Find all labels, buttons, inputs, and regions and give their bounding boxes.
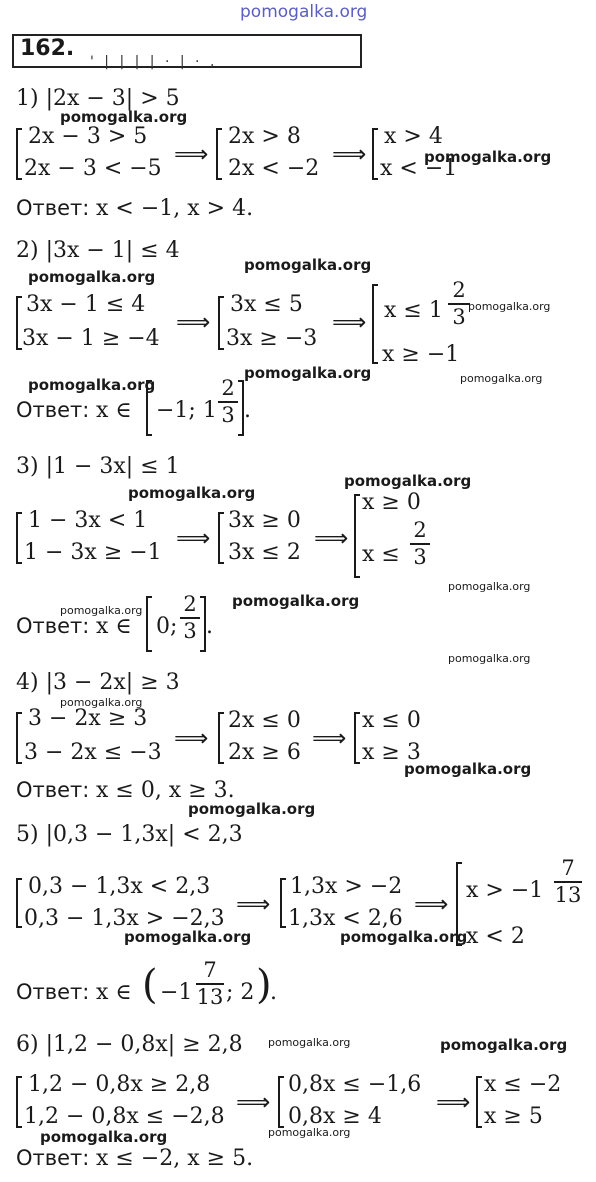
p3-sys2-line1: 3x ≥ 0 [228, 508, 301, 533]
fraction-denominator: 3 [183, 619, 197, 643]
p1-sys1-line1: 2x − 3 > 5 [28, 124, 148, 149]
problem-5-label: 5) |0,3 − 1,3x| < 2,3 [16, 822, 243, 847]
p1-sys3-line1: x > 4 [384, 124, 443, 149]
fraction-numerator: 2 [452, 278, 466, 302]
system-bracket [16, 512, 22, 564]
watermark: pomogalka.org [404, 760, 532, 778]
p2-sys1-line1: 3x − 1 ≤ 4 [26, 292, 146, 317]
p6-sys1-line2: 1,2 − 0,8x ≤ −2,8 [24, 1104, 225, 1129]
system-bracket [354, 712, 360, 764]
implies-arrow: ⟹ [236, 1088, 271, 1116]
p5-sys3-line2: x < 2 [466, 924, 525, 949]
p1-sys3-line2: x < −1 [380, 156, 458, 181]
implies-arrow: ⟹ [176, 524, 211, 552]
watermark: pomogalka.org [232, 592, 360, 610]
implies-arrow: ⟹ [176, 308, 211, 336]
p1-sys2-line2: 2x < −2 [228, 156, 320, 181]
implies-arrow: ⟹ [174, 140, 209, 168]
p5-sys2-line1: 1,3x > −2 [290, 874, 403, 899]
p4-sys2-line1: 2x ≤ 0 [228, 708, 301, 733]
p3-answer-word: Ответ: [16, 614, 90, 638]
p5-sys2-line2: 1,3x < 2,6 [288, 906, 403, 931]
system-bracket [354, 494, 360, 578]
p2-sys2-line1: 3x ≤ 5 [230, 292, 303, 317]
top-watermark: pomogalka.org [240, 2, 368, 22]
system-bracket [218, 512, 224, 564]
p2-sys1-line2: 3x − 1 ≥ −4 [22, 326, 160, 351]
p1-sys2-line1: 2x > 8 [228, 124, 301, 149]
watermark: pomogalka.org [268, 1126, 351, 1139]
p3-answer-end: . [206, 614, 213, 639]
fraction [554, 858, 582, 906]
p2-sys2-line2: 3x ≥ −3 [226, 326, 318, 351]
fraction-numerator: 2 [413, 518, 427, 542]
left-square-bracket [146, 596, 152, 652]
system-bracket [372, 284, 378, 364]
p4-sys1-line2: 3 − 2x ≤ −3 [24, 740, 162, 765]
implies-arrow: ⟹ [312, 724, 347, 752]
p5-sys1-line1: 0,3 − 1,3x < 2,3 [28, 874, 211, 899]
watermark: pomogalka.org [244, 364, 372, 382]
watermark: pomogalka.org [344, 472, 472, 490]
fraction-numerator: 2 [183, 592, 197, 616]
p3-sys1-line2: 1 − 3x ≥ −1 [24, 540, 162, 565]
p3-answer-prefix: x ∈ [96, 614, 132, 639]
implies-arrow: ⟹ [332, 140, 367, 168]
p5-answer-tail: ; 2 [226, 980, 255, 1005]
fraction-numerator: 2 [221, 376, 235, 400]
watermark: pomogalka.org [340, 928, 468, 946]
problem-6-label: 6) |1,2 − 0,8x| ≥ 2,8 [16, 1032, 243, 1057]
implies-arrow: ⟹ [332, 308, 367, 336]
p6-answer: x ≤ −2, x ≥ 5. [96, 1146, 254, 1171]
implies-arrow: ⟹ [314, 524, 349, 552]
watermark: pomogalka.org [448, 580, 531, 593]
watermark: pomogalka.org [460, 372, 543, 385]
system-bracket [280, 878, 286, 928]
implies-arrow: ⟹ [174, 724, 209, 752]
watermark: pomogalka.org [448, 652, 531, 665]
p1-answer-word: Ответ: [16, 196, 90, 220]
fraction [218, 378, 238, 426]
p6-answer-word: Ответ: [16, 1146, 90, 1170]
system-bracket [216, 128, 222, 180]
implies-arrow: ⟹ [414, 890, 449, 918]
p4-sys3-line2: x ≥ 3 [362, 740, 421, 765]
p6-sys2-line2: 0,8x ≥ 4 [288, 1104, 382, 1129]
p1-answer: x < −1, x > 4. [96, 196, 254, 221]
p5-answer-word: Ответ: [16, 980, 90, 1004]
p3-sys3-line1: x ≥ 0 [362, 490, 421, 515]
problem-number: 162. [20, 36, 75, 61]
system-bracket [476, 1076, 482, 1128]
watermark: pomogalka.org [424, 148, 552, 166]
p5-sys1-line2: 0,3 − 1,3x > −2,3 [24, 906, 225, 931]
p5-answer-end: . [270, 980, 277, 1005]
p6-sys3-line1: x ≤ −2 [484, 1072, 562, 1097]
fraction-denominator: 3 [452, 305, 466, 329]
watermark: pomogalka.org [40, 1128, 168, 1146]
watermark: pomogalka.org [28, 268, 156, 286]
watermark: pomogalka.org [60, 108, 188, 126]
p3-sys1-line1: 1 − 3x < 1 [28, 508, 148, 533]
problem-1-label: 1) |2x − 3| > 5 [16, 86, 180, 111]
implies-arrow: ⟹ [436, 1088, 471, 1116]
p4-sys1-line1: 3 − 2x ≥ 3 [28, 706, 148, 731]
p3-answer-interval: 0; [156, 614, 178, 639]
p3-sys2-line2: 3x ≤ 2 [228, 540, 301, 565]
p2-sys3-line2: x ≥ −1 [382, 342, 460, 367]
left-square-bracket [146, 380, 152, 436]
system-bracket [278, 1076, 284, 1128]
fraction-denominator: 13 [554, 883, 582, 907]
problem-4-label: 4) |3 − 2x| ≥ 3 [16, 670, 180, 695]
watermark: pomogalka.org [268, 1036, 351, 1049]
fraction [196, 960, 224, 1008]
p4-answer: x ≤ 0, x ≥ 3. [96, 778, 235, 803]
p3-sys3-line2: x ≤ [362, 542, 400, 567]
system-bracket [16, 128, 22, 180]
problem-2-label: 2) |3x − 1| ≤ 4 [16, 238, 180, 263]
p4-sys2-line2: 2x ≥ 6 [228, 740, 301, 765]
p6-sys3-line2: x ≥ 5 [484, 1104, 543, 1129]
p5-sys3-line1: x > −1 [466, 878, 544, 903]
fraction-denominator: 13 [196, 985, 224, 1009]
fraction [410, 520, 430, 568]
fraction-denominator: 3 [221, 403, 235, 427]
implies-arrow: ⟹ [236, 890, 271, 918]
system-bracket [16, 1076, 22, 1128]
p6-sys1-line1: 1,2 − 0,8x ≥ 2,8 [28, 1072, 211, 1097]
fraction-numerator: 7 [561, 856, 575, 880]
watermark: pomogalka.org [60, 604, 143, 617]
p2-answer-word: Ответ: [16, 398, 90, 422]
p4-sys3-line1: x ≤ 0 [362, 708, 421, 733]
system-bracket [372, 128, 378, 180]
right-paren: ) [256, 962, 272, 1008]
cut-off-heading: ' | | | | · | · , [90, 54, 218, 70]
watermark: pomogalka.org [28, 376, 156, 394]
fraction [448, 280, 470, 328]
p4-answer-word: Ответ: [16, 778, 90, 802]
p5-answer-prefix: x ∈ [96, 980, 132, 1005]
fraction-numerator: 7 [203, 958, 217, 982]
p2-answer-prefix: x ∈ [96, 398, 132, 423]
watermark: pomogalka.org [128, 484, 256, 502]
system-bracket [218, 712, 224, 764]
p1-sys1-line2: 2x − 3 < −5 [24, 156, 162, 181]
left-paren: ( [142, 962, 158, 1008]
p2-answer-interval: −1; 1 [156, 398, 217, 423]
watermark: pomogalka.org [244, 256, 372, 274]
watermark: pomogalka.org [60, 696, 143, 709]
fraction [180, 594, 200, 642]
p6-sys2-line1: 0,8x ≤ −1,6 [288, 1072, 422, 1097]
watermark: pomogalka.org [188, 800, 316, 818]
p2-sys3-line1: x ≤ 1 [384, 298, 443, 323]
p5-answer-interval: −1 [160, 980, 193, 1005]
problem-3-label: 3) |1 − 3x| ≤ 1 [16, 454, 180, 479]
watermark: pomogalka.org [124, 928, 252, 946]
system-bracket [16, 712, 22, 764]
watermark: pomogalka.org [440, 1036, 568, 1054]
watermark: pomogalka.org [468, 300, 551, 313]
system-bracket [218, 296, 224, 350]
p2-answer-end: . [244, 398, 251, 423]
system-bracket [16, 878, 22, 928]
fraction-denominator: 3 [413, 545, 427, 569]
